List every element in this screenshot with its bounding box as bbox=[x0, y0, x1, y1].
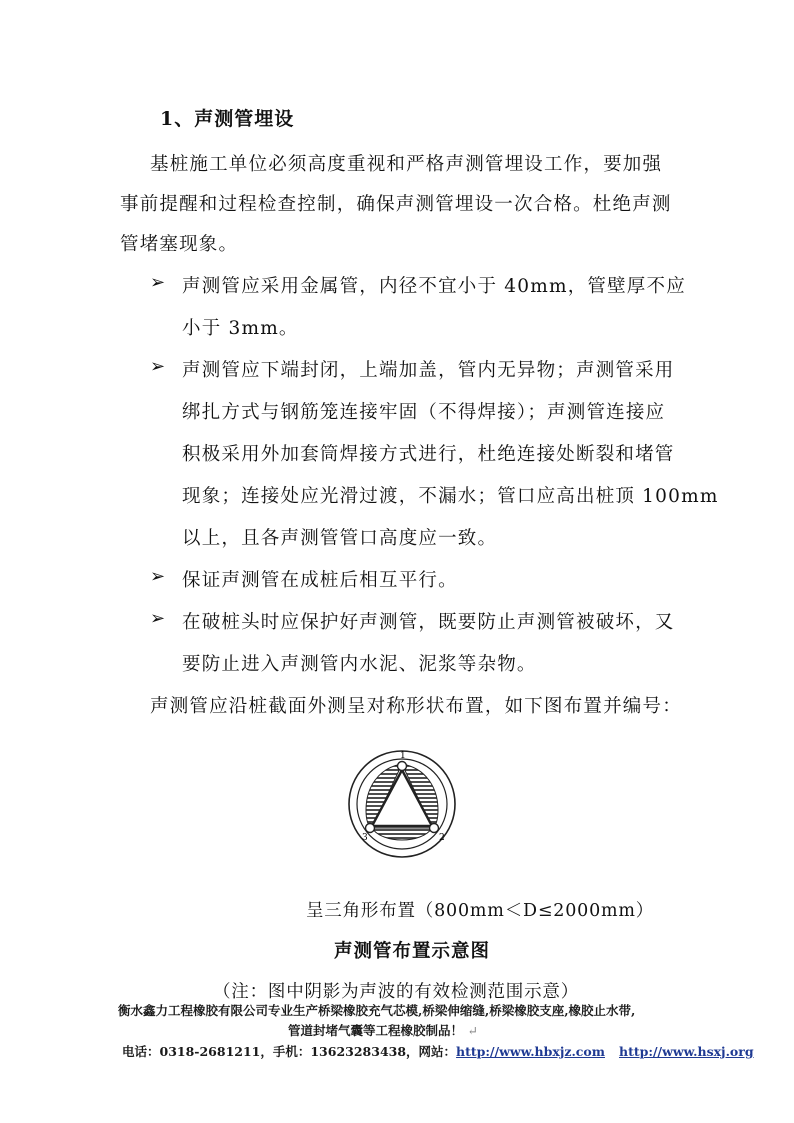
arrow-right-icon: ➢ bbox=[150, 272, 166, 293]
intro-line: 管堵塞现象。 bbox=[120, 234, 239, 255]
footer-contact bbox=[122, 1042, 754, 1060]
tube-label-2: 2 bbox=[439, 833, 445, 843]
contact-text: 电话：0318-2681211，手机：13623283438，网站： bbox=[122, 1044, 457, 1059]
intro-line: 基桩施工单位必须高度重视和严格声测管埋设工作，要加强 bbox=[150, 154, 663, 175]
bullet-line: 积极采用外加套筒焊接方式进行，杜绝连接处断裂和堵管 bbox=[182, 444, 675, 465]
tube-layout-diagram bbox=[346, 748, 458, 860]
intro-line: 事前提醒和过程检查控制，确保声测管埋设一次合格。杜绝声测 bbox=[120, 194, 672, 215]
arrow-right-icon: ➢ bbox=[150, 566, 166, 587]
bullet-line: 在破桩头时应保护好声测管，既要防止声测管被破坏，又 bbox=[182, 612, 675, 633]
figure-caption: 呈三角形布置（800mm＜D≤2000mm） bbox=[306, 901, 655, 921]
bullet-line: 保证声测管在成桩后相互平行。 bbox=[182, 570, 458, 591]
layout-intro: 声测管应沿桩截面外测呈对称形状布置，如下图布置并编号： bbox=[150, 696, 682, 717]
bullet-line: 以上，且各声测管管口高度应一致。 bbox=[182, 528, 498, 549]
tube-2 bbox=[430, 824, 439, 833]
tube-3 bbox=[366, 824, 375, 833]
arrow-right-icon: ➢ bbox=[150, 356, 166, 377]
tube-label-1: 1 bbox=[400, 751, 406, 761]
website-link-1[interactable]: http://www.hbxjz.com bbox=[456, 1044, 605, 1059]
website-link-2[interactable]: http://www.hsxj.org bbox=[618, 1044, 754, 1059]
bullet-line: 声测管应下端封闭，上端加盖，管内无异物；声测管采用 bbox=[182, 360, 675, 381]
bullet-line: 要防止进入声测管内水泥、泥浆等杂物。 bbox=[182, 654, 537, 675]
bullet-line: 现象；连接处应光滑过渡，不漏水；管口应高出桩顶 100mm bbox=[182, 486, 719, 507]
footer-line-2: 管道封堵气囊等工程橡胶制品！ bbox=[288, 1023, 464, 1038]
section-heading: 1、声测管埋设 bbox=[160, 108, 295, 130]
tube-label-3: 3 bbox=[362, 833, 368, 843]
figure-title: 声测管布置示意图 bbox=[334, 941, 491, 962]
bullet-line: 声测管应采用金属管，内径不宜小于 40mm，管壁厚不应 bbox=[182, 276, 686, 297]
footer-line-2-wrap bbox=[288, 1021, 478, 1039]
footer-line-1: 衡水鑫力工程橡胶有限公司专业生产桥梁橡胶充气芯模,桥梁伸缩缝,桥梁橡胶支座,橡胶止水带, bbox=[118, 1003, 636, 1018]
tube-1 bbox=[398, 762, 407, 771]
bullet-line: 绑扎方式与钢筋笼连接牢固（不得焊接）；声测管连接应 bbox=[182, 402, 666, 423]
bullet-line: 小于 3mm。 bbox=[182, 318, 299, 339]
arrow-right-icon: ➢ bbox=[150, 608, 166, 629]
figure-note: （注：图中阴影为声波的有效检测范围示意） bbox=[213, 982, 579, 1002]
return-mark: ↵ bbox=[467, 1023, 478, 1038]
